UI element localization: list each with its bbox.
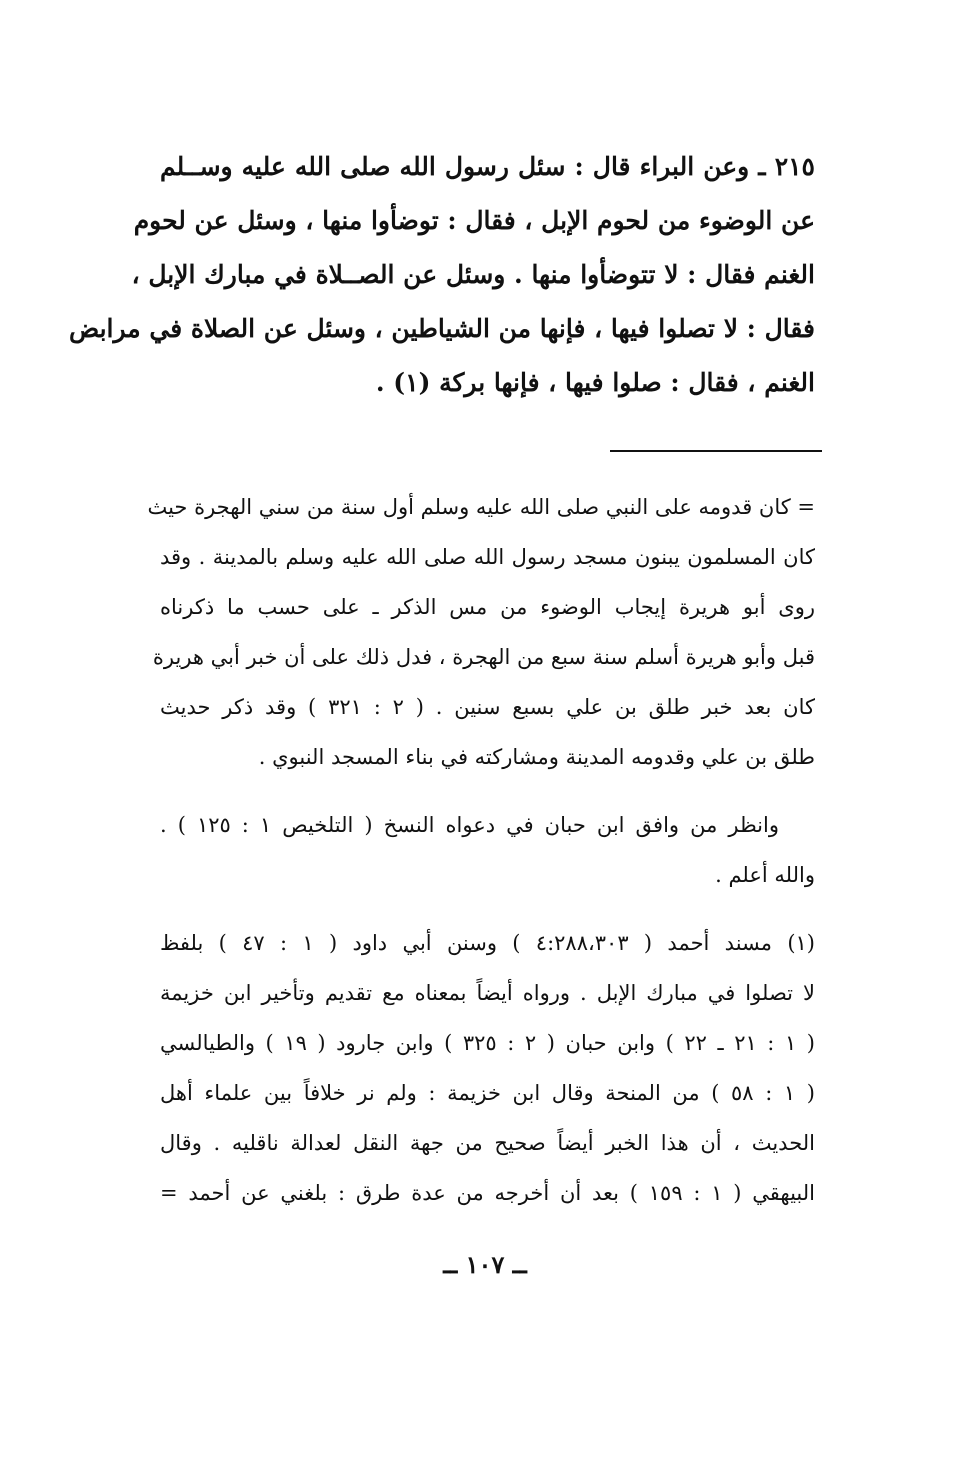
commentary-continued [147, 482, 815, 782]
footnote-line: ( ١ : ٥٨ ) من المنحة وقال ابن خزيمة : ولم نر خلافاً بين علماء أهل [160, 1081, 815, 1105]
hadith-text [68, 140, 815, 410]
footnote-line: لا تصلوا في مبارك الإبل . ورواه أيضاً بمعناه مع تقديم وتأخير ابن خزيمة [160, 981, 815, 1005]
commentary-line: والله أعلم . [715, 863, 815, 887]
hadith-line: الغنم فقال : لا تتوضأوا منها . وسئل عن الصــلاة في مبارك الإبل ، [131, 260, 815, 289]
commentary-line: وانظر من وافق ابن حبان في دعواه النسخ ( التلخيص ١ : ١٢٥ ) . [160, 813, 779, 837]
hadith-line: ٢١٥ ـ وعن البراء قال : سئل رسول الله صلى الله عليه وســلم [160, 152, 815, 181]
commentary-line: قبل وأبو هريرة أسلم سنة سبع من الهجرة ، فدل ذلك على أن خبر أبي هريرة [152, 645, 815, 669]
footnote-line: (١) مسند أحمد ( ٤:٢٨٨،٣٠٣ ) وسنن أبي داود ( ١ : ٤٧ ) بلفظ [160, 931, 815, 955]
hadith-line: الغنم ، فقال : صلوا فيها ، فإنها بركة (١) . [375, 368, 815, 397]
commentary-line: روى أبو هريرة إيجاب الوضوء من مس الذكر ـ على حسب ما ذكرناه [160, 595, 815, 619]
footnote-separator [610, 450, 822, 452]
commentary-line: = كان قدومه على النبي صلى الله عليه وسلم أول سنة من سني الهجرة حيث [147, 495, 815, 519]
commentary-line: كان المسلمون يبنون مسجد رسول الله صلى الله عليه وسلم بالمدينة . وقد [160, 545, 815, 569]
page-number: ــ ١٠٧ ــ [443, 1250, 527, 1279]
commentary-line: طلق بن علي وقدومه المدينة ومشاركته في بناء المسجد النبوي . [258, 745, 815, 769]
footnote-line: ( ١ : ٢١ ـ ٢٢ ) وابن حبان ( ٢ : ٣٢٥ ) وابن جارود ( ١٩ ) والطيالسي [160, 1031, 815, 1055]
footnote-1 [160, 918, 815, 1218]
hadith-line: فقال : لا تصلوا فيها ، فإنها من الشياطين ، وسئل عن الصلاة في مرابض [68, 314, 815, 343]
commentary-paragraph-2 [160, 800, 815, 900]
hadith-line: عن الوضوء من لحوم الإبل ، فقال : توضأوا منها ، وسئل عن لحوم [133, 206, 815, 235]
commentary-line: كان بعد خبر طلق بن علي بسبع سنين . ( ٢ : ٣٢١ ) وقد ذكر حديث [160, 695, 815, 719]
footnote-line: الحديث ، أن هذا الخبر أيضاً صحيح من جهة النقل لعدالة ناقليه . وقال [160, 1131, 815, 1155]
footnote-line: البيهقي ( ١ : ١٥٩ ) بعد أن أخرجه من عدة طرق : بلغني عن أحمد = [160, 1181, 815, 1205]
